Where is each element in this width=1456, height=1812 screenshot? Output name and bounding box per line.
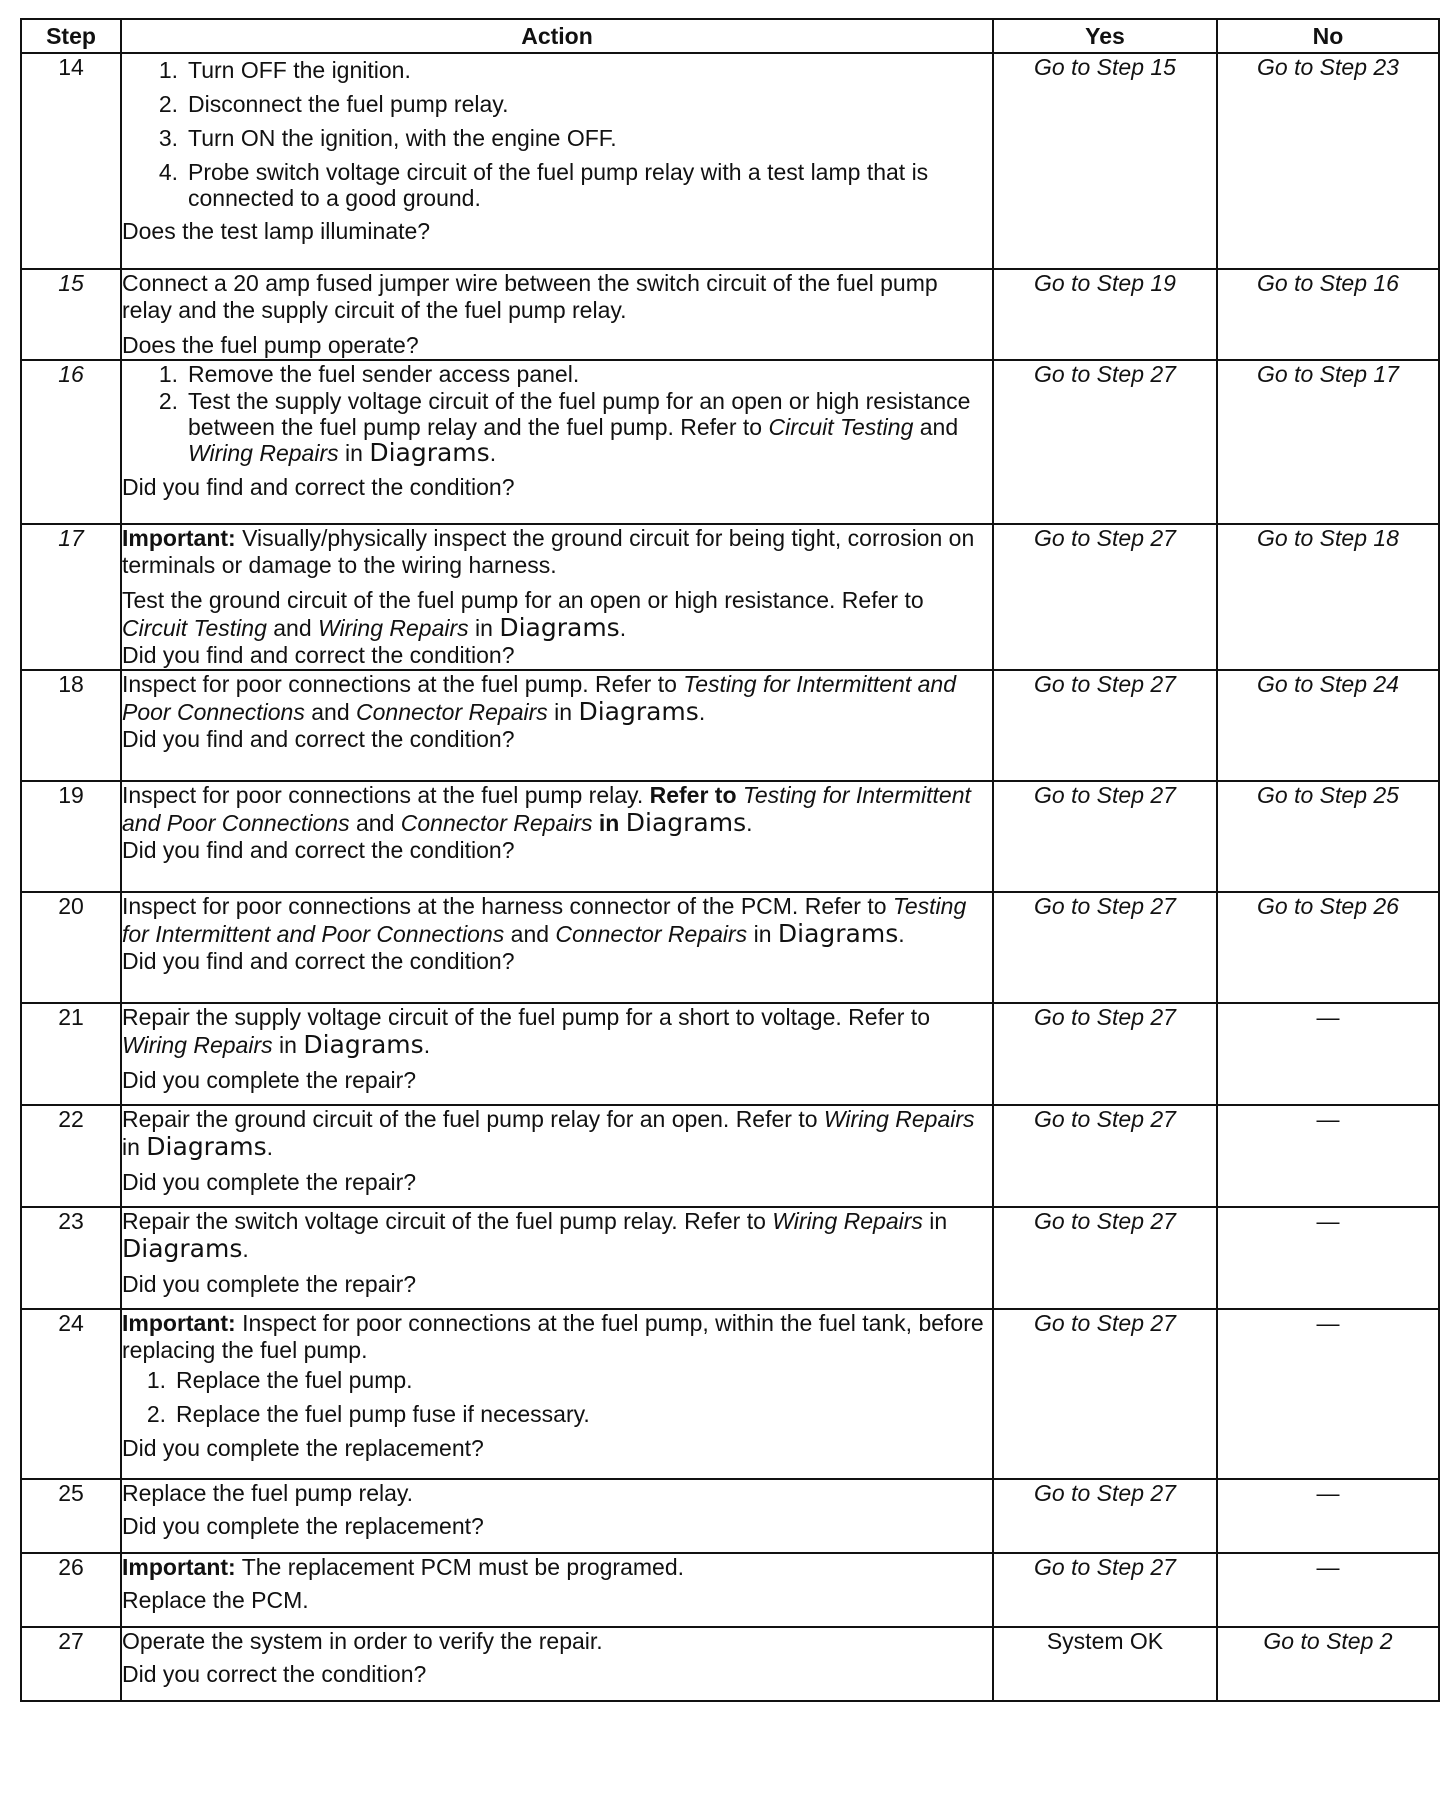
action-text: Repair the supply voltage circuit of the fuel pump for a short to voltage. Refer to Wiring Repairs in Diagrams.: [122, 1004, 930, 1059]
list-item: 2. Test the supply voltage circuit of the fuel pump for an open or high resistance between the fuel pump relay and the fuel pump. Refer to Circuit Testing and Wiring Repairs in Diagrams.: [158, 388, 971, 467]
no-result: Go to Step 18: [1217, 524, 1439, 670]
action-cell: [121, 269, 993, 360]
action-cell: [121, 1479, 993, 1553]
table-row-step-22: [21, 1105, 1439, 1207]
list-item: 4. Probe switch voltage circuit of the fuel pump relay with a test lamp that is connected to a good ground.: [158, 159, 929, 211]
header-action: Action: [121, 19, 993, 53]
step-number: 27: [21, 1627, 121, 1701]
no-result: Go to Step 26: [1217, 892, 1439, 1003]
action-text: Inspect for poor connections at the fuel pump relay. Refer to Testing for Intermittent and Poor Connections and Connector Repairs in Diagrams.: [122, 782, 971, 837]
yes-result: Go to Step 27: [993, 524, 1217, 670]
table-row-step-15: [21, 269, 1439, 360]
list-item: 3. Turn ON the ignition, with the engine OFF.: [158, 125, 617, 151]
step-number: 23: [21, 1207, 121, 1309]
action-text: Repair the ground circuit of the fuel pump relay for an open. Refer to Wiring Repairs in Diagrams.: [122, 1106, 975, 1161]
diagnostic-table-sheet: [20, 18, 1440, 1702]
no-result: Go to Step 24: [1217, 670, 1439, 781]
no-result: Go to Step 25: [1217, 781, 1439, 892]
action-question: Did you find and correct the condition?: [122, 474, 515, 500]
table-row-step-20: [21, 892, 1439, 1003]
table-row-step-25: [21, 1479, 1439, 1553]
no-result: Go to Step 17: [1217, 360, 1439, 524]
action-cell: [121, 1309, 993, 1479]
action-cell: [121, 670, 993, 781]
no-result-dash: —: [1217, 1553, 1439, 1627]
action-question: Did you find and correct the condition?: [122, 948, 515, 974]
step-number: 26: [21, 1553, 121, 1627]
diagnostic-table: [20, 18, 1440, 1702]
action-question: Did you find and correct the condition?: [122, 642, 515, 668]
yes-result: Go to Step 27: [993, 892, 1217, 1003]
action-text: Replace the PCM.: [122, 1587, 309, 1613]
step-number: 16: [21, 360, 121, 524]
step-number: 19: [21, 781, 121, 892]
step-number: 14: [21, 53, 121, 269]
action-list: [122, 361, 992, 466]
action-question: Did you find and correct the condition?: [122, 837, 515, 863]
yes-result: Go to Step 27: [993, 1207, 1217, 1309]
yes-result: Go to Step 27: [993, 1553, 1217, 1627]
action-question: Did you complete the replacement?: [122, 1435, 484, 1461]
yes-result: Go to Step 27: [993, 1003, 1217, 1105]
table-row-step-27: [21, 1627, 1439, 1701]
action-question: Did you complete the repair?: [122, 1169, 417, 1195]
header-step: Step: [21, 19, 121, 53]
no-result: Go to Step 23: [1217, 53, 1439, 269]
table-row-step-19: [21, 781, 1439, 892]
header-yes: Yes: [993, 19, 1217, 53]
yes-result: Go to Step 27: [993, 1105, 1217, 1207]
table-row-step-17: [21, 524, 1439, 670]
important-note: Important: Visually/physically inspect the ground circuit for being tight, corrosion on terminals or damage to the wiring harness.: [122, 525, 975, 578]
action-cell: [121, 53, 993, 269]
no-result: Go to Step 2: [1217, 1627, 1439, 1701]
yes-result: Go to Step 15: [993, 53, 1217, 269]
no-result-dash: —: [1217, 1309, 1439, 1479]
no-result-dash: —: [1217, 1105, 1439, 1207]
action-cell: [121, 1003, 993, 1105]
action-list: [122, 57, 992, 211]
yes-result: Go to Step 27: [993, 1309, 1217, 1479]
action-cell: [121, 1207, 993, 1309]
table-row-step-16: [21, 360, 1439, 524]
action-text: Inspect for poor connections at the harness connector of the PCM. Refer to Testing for Intermittent and Poor Connections and Connector Repairs in Diagrams.: [122, 893, 967, 948]
step-number: 25: [21, 1479, 121, 1553]
list-item: 1. Turn OFF the ignition.: [158, 57, 411, 83]
action-cell: [121, 1627, 993, 1701]
step-number: 15: [21, 269, 121, 360]
action-question: Did you complete the repair?: [122, 1271, 417, 1297]
action-list: [122, 1367, 992, 1428]
action-cell: [121, 892, 993, 1003]
step-number: 21: [21, 1003, 121, 1105]
action-text: Repair the switch voltage circuit of the fuel pump relay. Refer to Wiring Repairs in Diagrams.: [122, 1208, 948, 1263]
list-item: 2. Disconnect the fuel pump relay.: [158, 91, 509, 117]
action-question: Did you complete the replacement?: [122, 1513, 484, 1539]
step-number: 22: [21, 1105, 121, 1207]
list-item: 1. Replace the fuel pump.: [146, 1367, 413, 1393]
no-result-dash: —: [1217, 1003, 1439, 1105]
header-no: No: [1217, 19, 1439, 53]
action-question: Does the fuel pump operate?: [122, 332, 419, 358]
action-question: Did you complete the repair?: [122, 1067, 417, 1093]
yes-result: Go to Step 27: [993, 670, 1217, 781]
action-cell: [121, 1553, 993, 1627]
action-text: Replace the fuel pump relay.: [122, 1480, 414, 1506]
action-question: Does the test lamp illuminate?: [122, 218, 431, 244]
action-question: Did you find and correct the condition?: [122, 726, 515, 752]
yes-result: Go to Step 27: [993, 360, 1217, 524]
table-row-step-14: [21, 53, 1439, 269]
important-note: Important: Inspect for poor connections at the fuel pump, within the fuel tank, before replacing the fuel pump.: [122, 1310, 984, 1363]
no-result-dash: —: [1217, 1479, 1439, 1553]
action-question: Did you correct the condition?: [122, 1661, 427, 1687]
step-number: 18: [21, 670, 121, 781]
yes-result: Go to Step 19: [993, 269, 1217, 360]
no-result-dash: —: [1217, 1207, 1439, 1309]
list-item: 1. Remove the fuel sender access panel.: [158, 361, 580, 387]
step-number: 24: [21, 1309, 121, 1479]
action-text: Connect a 20 amp fused jumper wire between the switch circuit of the fuel pump relay and the supply circuit of the fuel pump relay.: [122, 270, 938, 323]
important-note: Important: The replacement PCM must be programed.: [122, 1554, 685, 1580]
step-number: 20: [21, 892, 121, 1003]
table-row-step-23: [21, 1207, 1439, 1309]
action-text: Test the ground circuit of the fuel pump for an open or high resistance. Refer to Circuit Testing and Wiring Repairs in Diagrams.: [122, 587, 924, 642]
table-row-step-21: [21, 1003, 1439, 1105]
yes-result: Go to Step 27: [993, 1479, 1217, 1553]
table-row-step-18: [21, 670, 1439, 781]
action-text: Operate the system in order to verify the repair.: [122, 1628, 603, 1654]
action-cell: [121, 781, 993, 892]
action-cell: [121, 524, 993, 670]
action-cell: [121, 360, 993, 524]
action-text: Inspect for poor connections at the fuel pump. Refer to Testing for Intermittent and Poor Connections and Connector Repairs in Diagrams.: [122, 671, 957, 726]
table-row-step-24: [21, 1309, 1439, 1479]
list-item: 2. Replace the fuel pump fuse if necessary.: [146, 1401, 590, 1427]
table-row-step-26: [21, 1553, 1439, 1627]
step-number: 17: [21, 524, 121, 670]
yes-result: Go to Step 27: [993, 781, 1217, 892]
action-cell: [121, 1105, 993, 1207]
yes-result: System OK: [993, 1627, 1217, 1701]
no-result: Go to Step 16: [1217, 269, 1439, 360]
header-row: [21, 19, 1439, 53]
